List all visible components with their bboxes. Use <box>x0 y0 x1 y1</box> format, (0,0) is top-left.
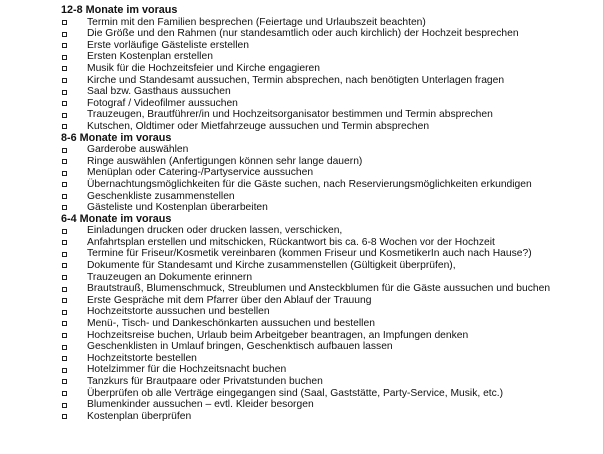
checklist-item <box>61 51 604 63</box>
checklist-item <box>61 17 604 29</box>
square-bullet-icon <box>62 403 67 408</box>
checklist-item <box>61 399 604 411</box>
checklist-item <box>61 86 604 98</box>
checklist-item <box>61 283 604 295</box>
square-bullet-icon <box>62 194 67 199</box>
checklist-item-text: Saal bzw. Gasthaus aussuchen <box>87 86 231 98</box>
checklist-item <box>61 364 604 376</box>
checklist-item-text: Anfahrtsplan erstellen und mitschicken, Rückantwort bis ca. 6-8 Wochen vor der Hochzeit <box>87 236 495 248</box>
checklist-item-text: Gästeliste und Kostenplan überarbeiten <box>87 202 268 214</box>
checklist-sections <box>61 5 604 422</box>
checklist-item <box>61 40 604 52</box>
checklist-item <box>61 144 604 156</box>
checklist-item-text: Ersten Kostenplan erstellen <box>87 51 213 63</box>
square-bullet-icon <box>62 43 67 48</box>
checklist-item-text: Termine für Friseur/Kosmetik vereinbaren (kommen Friseur und KosmetikerIn auch nach Hause?) <box>87 248 532 260</box>
checklist-item <box>61 272 604 284</box>
square-bullet-icon <box>62 113 67 118</box>
square-bullet-icon <box>62 240 67 245</box>
checklist-item <box>61 191 604 203</box>
square-bullet-icon <box>62 78 67 83</box>
square-bullet-icon <box>62 263 67 268</box>
section-heading: 12-8 Monate im voraus <box>61 4 178 16</box>
checklist-item-text: Menü-, Tisch- und Dankeschönkarten aussuchen und bestellen <box>87 318 375 330</box>
square-bullet-icon <box>62 356 67 361</box>
checklist-item <box>61 353 604 365</box>
checklist-item-text: Hochzeitsreise buchen, Urlaub beim Arbeitgeber beantragen, an Impfungen denken <box>87 329 469 341</box>
checklist-item <box>61 121 604 133</box>
checklist-section <box>61 214 604 423</box>
square-bullet-icon <box>62 55 67 60</box>
checklist-item-text: Einladungen drucken oder drucken lassen, verschicken, <box>87 225 343 237</box>
checklist-item-text: Übernachtungsmöglichkeiten für die Gäste suchen, nach Reservierungsmöglichkeiten erkundigen <box>87 178 532 190</box>
checklist-item-text: Überprüfen ob alle Verträge eingegangen sind (Saal, Gaststätte, Party-Service, Musik, etc.) <box>87 387 504 399</box>
checklist-item <box>61 295 604 307</box>
checklist-item-text: Menüplan oder Catering-/Partyservice aussuchen <box>87 167 314 179</box>
square-bullet-icon <box>62 229 67 234</box>
checklist-item-text: Hochzeitstorte bestellen <box>87 352 197 364</box>
checklist-item <box>61 63 604 75</box>
checklist-section <box>61 5 604 133</box>
square-bullet-icon <box>62 333 67 338</box>
checklist-item-text: Blumenkinder aussuchen – evtl. Kleider besorgen <box>87 399 314 411</box>
square-bullet-icon <box>62 275 67 280</box>
checklist-item-text: Trauzeugen an Dokumente erinnern <box>87 271 253 283</box>
checklist-item <box>61 411 604 423</box>
checklist-item-text: Hochzeitstorte aussuchen und bestellen <box>87 306 270 318</box>
checklist-item-text: Garderobe auswählen <box>87 144 189 156</box>
checklist-item <box>61 341 604 353</box>
checklist-item-text: Termin mit den Familien besprechen (Feiertage und Urlaubszeit beachten) <box>87 16 426 28</box>
checklist-item <box>61 156 604 168</box>
checklist-item-text: Geschenkliste zusammenstellen <box>87 190 235 202</box>
square-bullet-icon <box>62 148 67 153</box>
square-bullet-icon <box>62 298 67 303</box>
checklist-item <box>61 388 604 400</box>
checklist-item <box>61 225 604 237</box>
square-bullet-icon <box>62 20 67 25</box>
square-bullet-icon <box>62 90 67 95</box>
checklist-item-text: Kostenplan überprüfen <box>87 410 192 422</box>
checklist-item <box>61 376 604 388</box>
checklist-item-text: Hotelzimmer für die Hochzeitsnacht buchen <box>87 364 287 376</box>
square-bullet-icon <box>62 66 67 71</box>
checklist-item <box>61 75 604 87</box>
checklist-item-text: Fotograf / Videofilmer aussuchen <box>87 97 238 109</box>
checklist-item <box>61 306 604 318</box>
square-bullet-icon <box>62 368 67 373</box>
checklist-item-text: Ringe auswählen (Anfertigungen können sehr lange dauern) <box>87 155 363 167</box>
checklist-item-text: Tanzkurs für Brautpaare oder Privatstunden buchen <box>87 376 323 387</box>
checklist-item <box>61 109 604 121</box>
square-bullet-icon <box>62 124 67 129</box>
checklist <box>61 17 604 133</box>
checklist-item-text: Erste Gespräche mit dem Pfarrer über den Ablauf der Trauung <box>87 294 372 306</box>
checklist-item <box>61 28 604 40</box>
square-bullet-icon <box>62 159 67 164</box>
checklist-section <box>61 133 604 214</box>
checklist-item <box>61 237 604 249</box>
checklist-item <box>61 248 604 260</box>
square-bullet-icon <box>62 310 67 315</box>
square-bullet-icon <box>62 287 67 292</box>
square-bullet-icon <box>62 171 67 176</box>
square-bullet-icon <box>62 101 67 106</box>
checklist-item-text: Kutschen, Oldtimer oder Mietfahrzeuge aussuchen und Termin absprechen <box>87 120 430 132</box>
square-bullet-icon <box>62 345 67 350</box>
checklist-item <box>61 179 604 191</box>
checklist-item <box>61 167 604 179</box>
checklist-item <box>61 98 604 110</box>
square-bullet-icon <box>62 321 67 326</box>
checklist-item-text: Brautstrauß, Blumenschmuck, Streublumen und Ansteckblumen für die Gäste aussuchen und buchen <box>87 283 551 295</box>
checklist-item <box>61 260 604 272</box>
square-bullet-icon <box>62 32 67 37</box>
checklist <box>61 144 604 214</box>
section-heading: 8-6 Monate im voraus <box>61 131 172 144</box>
checklist-item-text: Trauzeugen, Brautführer/in und Hochzeitsorganisator bestimmen und Termin absprechen <box>87 109 493 121</box>
square-bullet-icon <box>62 379 67 384</box>
checklist-item-text: Erste vorläufige Gästeliste erstellen <box>87 39 249 51</box>
section-heading: 6-4 Monate im voraus <box>61 212 172 225</box>
square-bullet-icon <box>62 182 67 187</box>
checklist-item <box>61 318 604 330</box>
checklist <box>61 225 604 422</box>
checklist-item-text: Dokumente für Standesamt und Kirche zusammenstellen (Gültigkeit überprüfen), <box>87 260 456 272</box>
checklist-item <box>61 202 604 214</box>
checklist-item-text: Kirche und Standesamt aussuchen, Termin absprechen, nach benötigten Unterlagen fragen <box>87 74 505 86</box>
square-bullet-icon <box>62 252 67 257</box>
checklist-item-text: Musik für die Hochzeitsfeier und Kirche engagieren <box>87 62 320 74</box>
checklist-item-text: Geschenklisten in Umlauf bringen, Geschenktisch aufbauen lassen <box>87 341 393 353</box>
square-bullet-icon <box>62 414 67 419</box>
square-bullet-icon <box>62 391 67 396</box>
checklist-item-text: Die Größe und den Rahmen (nur standesamtlich oder auch kirchlich) der Hochzeit besprechen <box>87 28 519 40</box>
square-bullet-icon <box>62 205 67 210</box>
checklist-item <box>61 330 604 342</box>
